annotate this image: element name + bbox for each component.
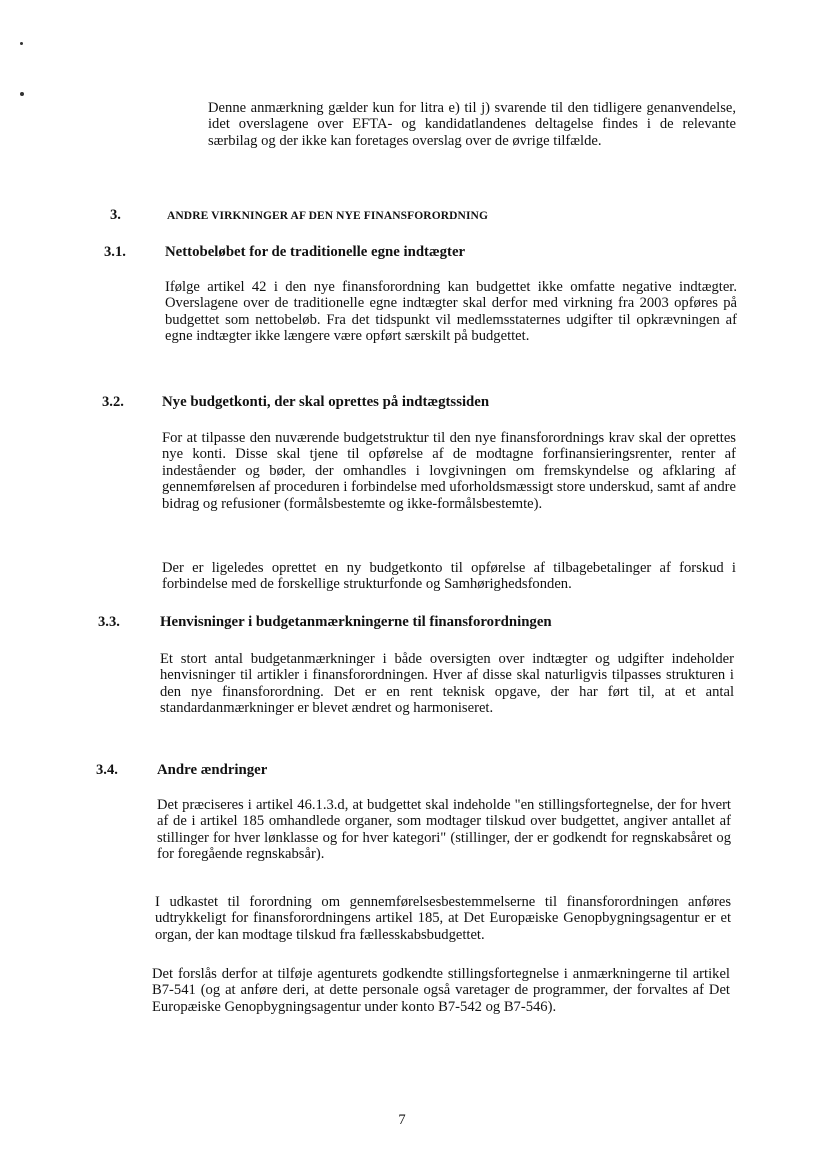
section-3-4-paragraph-3: Det forslås derfor at tilføje agenturets godkendte stillingsfortegnelse i anmærkningerne til artikel B7-541 (og at anføre deri, at dette personale også varetager de programmer, der forvaltes af Det Europæiske Genopbygningsagentur under konto B7-542 og B7-546).	[152, 966, 730, 1015]
page-number: 7	[398, 1112, 406, 1128]
section-3-4-title: Andre ændringer	[157, 762, 268, 778]
intro-paragraph: Denne anmærkning gælder kun for litra e) til j) svarende til den tidligere genanvendelse, idet overslagene over EFTA- og kandidatlandenes deltagelse findes i de relevante særbilag og der ikke kan foretages overslag over de øvrige tilfælde.	[208, 100, 736, 149]
section-3-1-paragraph: Ifølge artikel 42 i den nye finansforordning kan budgettet ikke omfatte negative indtægter. Overslagene over de traditionelle egne indtægter skal derfor med virkning fra 2003 opføres på budgettet som nettobeløb. Fra det tidspunkt vil medlemsstaternes udgifter til opkrævningen af egne indtægter ikke længere være opført særskilt på budgettet.	[165, 279, 737, 345]
section-3-3-number: 3.3.	[98, 614, 120, 630]
section-3-2-title: Nye budgetkonti, der skal oprettes på indtægtssiden	[162, 394, 490, 410]
section-3-2-paragraph-1: For at tilpasse den nuværende budgetstruktur til den nye finansforordnings krav skal der oprettes nye konti. Disse skal tjene til opførelse af de modtagne forfinansieringsrenter, renter af indeståender og bøder, der omhandles i lovgivningen om fremskyndelse og afklaring af gennemførelsen af proceduren i forbindelse med uforholdsmæssigt store underskud, samt af andre bidrag og refusioner (formålsbestemte og ikke-formålsbestemte).	[162, 430, 736, 512]
section-3-2-paragraph-2: Der er ligeledes oprettet en ny budgetkonto til opførelse af tilbagebetalinger af forskud i forbindelse med de forskellige strukturfonde og Samhørighedsfonden.	[162, 560, 736, 593]
section-3-number: 3.	[110, 207, 121, 223]
section-3-3-title: Henvisninger i budgetanmærkningerne til finansforordningen	[160, 614, 552, 630]
section-3-2-number: 3.2.	[102, 394, 124, 410]
section-3-3-paragraph: Et stort antal budgetanmærkninger i både oversigten over indtægter og udgifter indeholder henvisninger til artikler i finansforordningen. Hver af disse skal naturligvis tilpasses strukturen i den nye finansforordning. Det er en rent teknisk opgave, der har ført til, at et antal standardanmærkninger er blevet ændret og harmoniseret.	[160, 651, 734, 717]
section-3-4-paragraph-2: I udkastet til forordning om gennemførelsesbestemmelserne til finansforordningen anføres udtrykkeligt for finansforordningens artikel 185, at Det Europæiske Genopbygningsagentur er et organ, der kan modtage tilskud fra fællesskabsbudgettet.	[155, 894, 731, 943]
scan-speck	[20, 42, 23, 45]
scan-speck	[20, 92, 24, 96]
section-3-4-number: 3.4.	[96, 762, 118, 778]
section-3-4-paragraph-1: Det præciseres i artikel 46.1.3.d, at budgettet skal indeholde "en stillingsfortegnelse, der for hvert af de i artikel 185 omhandlede organer, som modtager tilskud over budgettet, angiver antallet af stillinger for hver lønklasse og for hver kategori" (stillinger, der er godkendt for regnskabsåret og for foregående regnskabsår).	[157, 797, 731, 863]
section-3-1-title: Nettobeløbet for de traditionelle egne indtægter	[165, 244, 466, 260]
section-3-1-number: 3.1.	[104, 244, 126, 260]
section-3-title: ANDRE VIRKNINGER AF DEN NYE FINANSFORORDNING	[167, 210, 488, 222]
